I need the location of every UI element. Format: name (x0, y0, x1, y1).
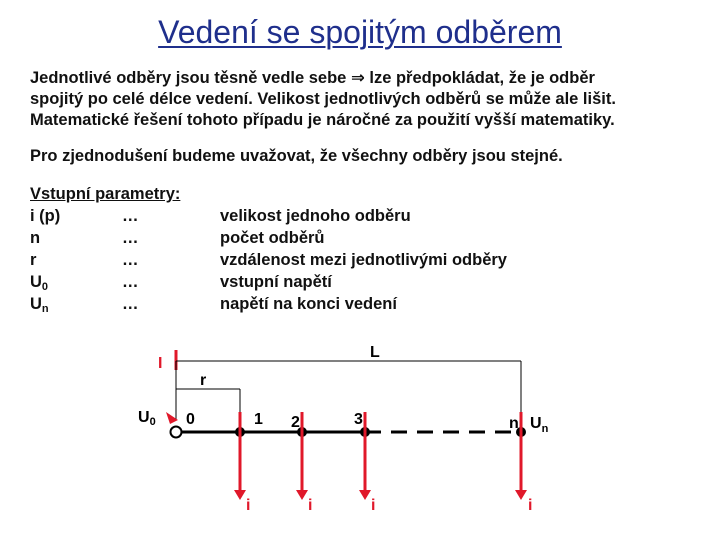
param-symbol: r (30, 251, 37, 269)
intro-line-1-start: Jednotlivé odběry jsou těsně vedle sebe (30, 69, 351, 87)
intro-line-1-end: lze předpokládat, že je odběr (364, 69, 595, 87)
load-label-2: i (308, 497, 313, 514)
length-dimension (176, 344, 521, 420)
param-description: napětí na konci vedení (220, 295, 397, 313)
length-label: L (370, 344, 380, 361)
node-label-1: 1 (254, 411, 263, 428)
param-dots: … (122, 273, 139, 291)
output-voltage-label: $U_n$ (530, 415, 549, 435)
load-arrow-1 (234, 412, 246, 500)
param-description: velikost jednoho odběru (220, 207, 411, 225)
param-symbol: i (p) (30, 207, 61, 225)
param-description: počet odběrů (220, 229, 325, 247)
param-dots: … (122, 251, 139, 269)
source-node-0 (171, 427, 182, 438)
param-dots: … (122, 229, 139, 247)
parameters-heading: Vstupní parametry: (30, 185, 181, 203)
node-label-3: 3 (354, 411, 363, 428)
node-label-n: n (509, 415, 519, 432)
intro-line-3: Matematické řešení tohoto případu je náročné za použití vyšší matematiky. (30, 111, 615, 129)
param-dots: … (122, 207, 139, 225)
intro-line-2: spojitý po celé délce vedení. Velikost jednotlivých odběrů se může ale lišit. (30, 90, 616, 108)
load-label-n: i (528, 497, 533, 514)
page-title: Vedení se spojitým odběrem (158, 14, 562, 50)
param-symbol: $U_0$ (30, 273, 49, 293)
node-label-2: 2 (291, 414, 300, 431)
implies-symbol: ⇒ (350, 69, 365, 87)
load-label-1: i (246, 497, 251, 514)
load-label-3: i (371, 497, 376, 514)
param-symbol: n (30, 229, 41, 247)
param-description: vzdálenost mezi jednotlivými odběry (220, 251, 507, 269)
input-voltage-label: U0 (138, 409, 156, 428)
current-label: I (158, 355, 163, 372)
param-dots: … (122, 295, 139, 313)
spacing-label: r (200, 372, 207, 389)
node-label-0: 0 (186, 411, 195, 428)
simplification-note: Pro zjednodušení budeme uvažovat, že všechny odběry jsou stejné. (30, 147, 563, 165)
param-description: vstupní napětí (220, 273, 332, 291)
param-symbol: $U_n$ (30, 295, 49, 315)
current-arrow (158, 350, 176, 372)
